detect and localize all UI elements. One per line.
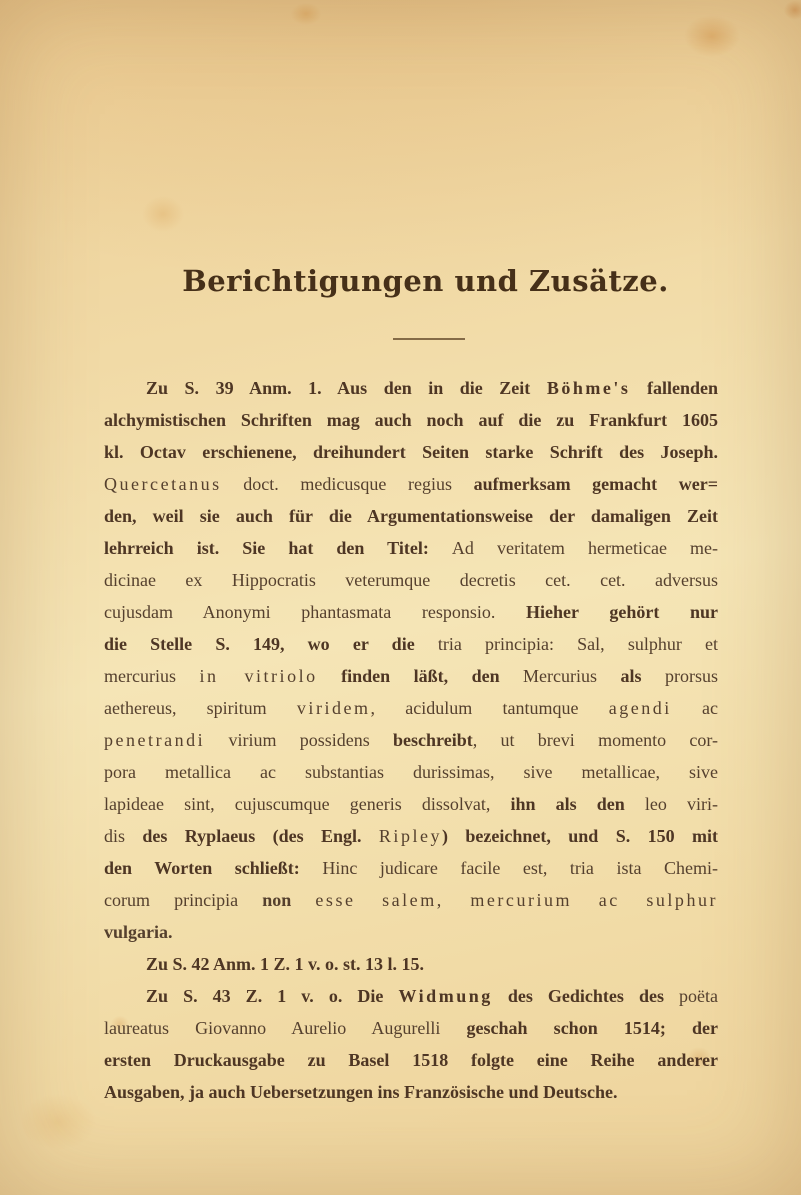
text-segment: Zu S. 42 Anm. 1 Z. 1 v. o. st. 13 l. 15. — [146, 954, 425, 974]
text-line — [104, 628, 718, 660]
text-line — [104, 724, 718, 756]
text-segment: virium possidens — [205, 730, 394, 750]
text-line — [104, 1012, 718, 1044]
text-line — [104, 756, 718, 788]
text-segment: pora metallica ac substantias durissimas, sive metallicae, sive — [104, 762, 718, 782]
body-text — [104, 372, 718, 1108]
text-segment: viridem — [296, 698, 371, 718]
text-line — [104, 564, 718, 596]
text-line — [104, 948, 718, 980]
text-segment: Ausgaben, ja auch Uebersetzungen ins Französische und Deutsche. — [104, 1082, 618, 1102]
text-segment: cujusdam Anonymi phantasmata responsio. — [104, 602, 527, 622]
text-line — [104, 852, 718, 884]
text-line — [104, 820, 718, 852]
text-segment: Zu S. 39 Anm. 1. Aus den in die Zeit — [146, 378, 547, 398]
text-segment: des Ryplaeus (des Engl. — [125, 826, 379, 846]
annotation-s42 — [104, 948, 718, 980]
text-segment: non — [262, 890, 292, 910]
text-segment: den, weil sie auch für die Argumentationsweise der damaligen Zeit — [104, 506, 718, 526]
text-segment: mercurius — [104, 666, 200, 686]
text-segment: prorsus — [664, 666, 718, 686]
text-segment: aufmerksam gemacht wer= — [473, 474, 718, 494]
text-segment: alchymistischen Schriften mag auch noch auf die zu Frankfurt 1605 — [104, 410, 718, 430]
text-segment: esse salem, mercurium ac sulphur — [315, 890, 719, 910]
text-segment: , ut brevi momento cor- — [472, 730, 718, 750]
annotation-s39 — [104, 372, 718, 948]
text-segment: ersten Druckausgabe zu Basel 1518 folgte eine Reihe anderer — [104, 1050, 718, 1070]
text-line — [104, 1044, 718, 1076]
text-segment: doct. medicusque regius — [221, 474, 474, 494]
text-line — [104, 660, 718, 692]
text-segment: aethereus, spiritum — [104, 698, 297, 718]
text-segment: Widmung — [398, 986, 493, 1006]
text-segment: leo viri- — [644, 794, 719, 814]
text-segment: poëta — [679, 986, 719, 1006]
text-segment — [291, 890, 315, 910]
text-line — [104, 692, 718, 724]
text-segment: in vitriolo — [199, 666, 318, 686]
text-line — [104, 372, 718, 404]
text-segment: corum principia — [104, 890, 263, 910]
text-segment: vulgaria. — [104, 922, 173, 942]
text-segment: als — [597, 666, 665, 686]
text-line — [104, 532, 718, 564]
text-segment: Hinc judicare facile est, tria ista Chemi- — [322, 858, 719, 878]
text-segment: dicinae ex Hippocratis veterumque decretis cet. cet. adversus — [104, 570, 718, 590]
text-segment: lapideae sint, cujuscumque generis dissolvat, — [104, 794, 511, 814]
text-segment: beschreibt — [393, 730, 473, 750]
text-segment: agendi — [608, 698, 672, 718]
text-segment: kl. Octav erschienene, dreihundert Seiten starke Schrift des Joseph. — [104, 442, 718, 462]
text-line — [104, 500, 718, 532]
text-segment: Quercetanus — [104, 474, 222, 494]
text-segment: lehrreich ist. Sie hat den Titel: — [104, 538, 452, 558]
text-segment: Mercurius — [523, 666, 598, 686]
text-segment: ) bezeichnet, und S. 150 mit — [442, 826, 719, 846]
title-divider-rule — [393, 338, 465, 340]
text-segment: geschah schon 1514; der — [466, 1018, 718, 1038]
text-segment: Böhme's — [546, 378, 631, 398]
text-line — [104, 788, 718, 820]
text-line — [104, 980, 718, 1012]
text-segment: Ad veritatem hermeticae me- — [451, 538, 718, 558]
text-segment: laureatus Giovanno Aurelio Augurelli — [104, 1018, 467, 1038]
text-segment: den Worten schließt: — [104, 858, 323, 878]
text-segment: des Gedichtes des — [492, 986, 680, 1006]
text-line — [104, 596, 718, 628]
text-segment: die Stelle S. 149, wo er die — [104, 634, 438, 654]
text-segment: dis — [104, 826, 126, 846]
annotation-s43 — [104, 980, 718, 1108]
text-segment: finden läßt, den — [317, 666, 524, 686]
text-segment: ac — [671, 698, 718, 718]
text-line — [104, 404, 718, 436]
page-title: Berichtigungen und Zusätze. — [182, 264, 669, 298]
text-line — [104, 884, 718, 916]
text-segment: , acidulum tantumque — [370, 698, 609, 718]
text-line — [104, 1076, 718, 1108]
text-segment: Hieher gehört nur — [526, 602, 718, 622]
text-segment: tria principia: Sal, sulphur et — [437, 634, 718, 654]
text-segment: Ripley — [378, 826, 443, 846]
text-line — [104, 916, 718, 948]
text-segment: Zu S. 43 Z. 1 v. o. Die — [146, 986, 399, 1006]
text-segment: ihn als den — [510, 794, 645, 814]
text-line — [104, 468, 718, 500]
text-segment: penetrandi — [104, 730, 206, 750]
text-segment: fallenden — [630, 378, 718, 398]
text-line — [104, 436, 718, 468]
